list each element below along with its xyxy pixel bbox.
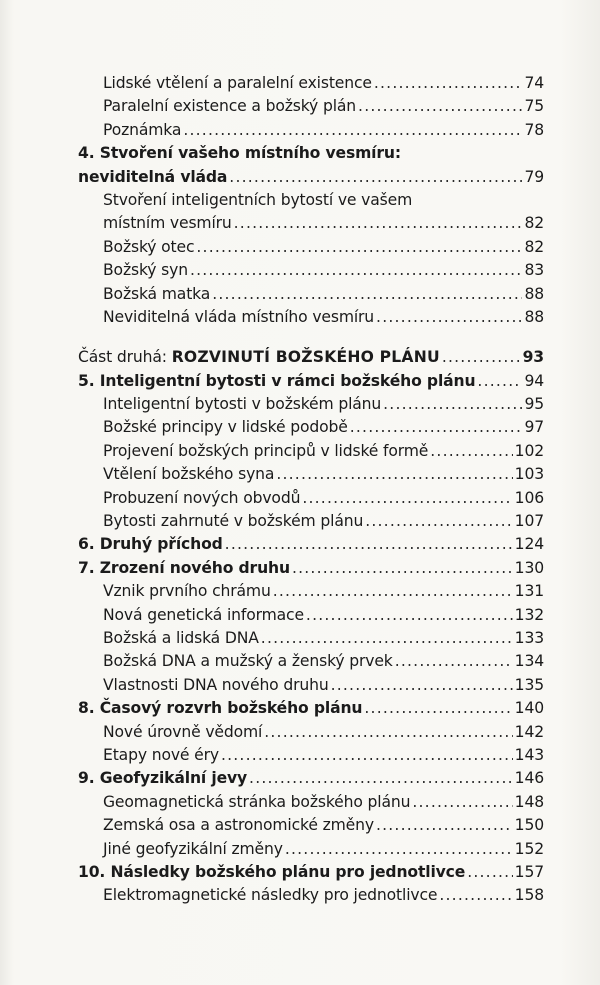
toc-entry: [78, 744, 544, 767]
toc-page-number: 97: [524, 418, 544, 437]
toc-page-number: 150: [514, 816, 544, 835]
toc-entry: [78, 791, 544, 814]
toc-entry: [78, 814, 544, 837]
toc-leader-dots: [383, 393, 522, 416]
toc-page-number: 75: [524, 97, 544, 116]
toc-entry-title: Vznik prvního chrámu: [103, 582, 271, 601]
toc-entry: [78, 580, 544, 603]
toc-page-number: 74: [524, 74, 544, 92]
toc-leader-dots: [358, 95, 522, 118]
toc-entry-title: Božská matka: [103, 284, 211, 303]
section-spacer: [78, 329, 544, 346]
toc-entry-title: Probuzení nových obvodů: [103, 488, 301, 507]
toc-leader-dots: [376, 814, 513, 837]
chapter-heading: [78, 166, 544, 189]
toc-leader-dots: [183, 119, 522, 142]
toc-page-number: 107: [514, 512, 544, 531]
toc-page-number: 146: [514, 769, 544, 788]
chapter-heading: [78, 370, 544, 393]
toc-entry: [78, 236, 544, 259]
toc-entry-title: Neviditelná vláda místního vesmíru: [103, 307, 375, 326]
chapter-heading-line: 4. Stvoření vašeho místního vesmíru:: [78, 144, 401, 163]
toc-entry-title: 10. Následky božského plánu pro jednotlivce: [78, 862, 466, 881]
toc-page-number: 124: [514, 535, 544, 554]
toc-entry: [78, 416, 544, 439]
toc-leader-dots: [412, 791, 512, 814]
toc-entry: [78, 604, 544, 627]
part-prefix: Část druhá:: [78, 348, 167, 367]
toc-page-number: 143: [514, 745, 544, 764]
toc-entry: [78, 674, 544, 697]
toc-entry-title: Etapy nové éry: [103, 745, 219, 764]
toc-entry-title: Božský otec: [103, 237, 195, 256]
toc-leader-dots: [350, 416, 523, 439]
toc-entry-line: Stvoření inteligentních bytostí ve vašem: [103, 190, 413, 209]
toc-page-number: 82: [524, 237, 544, 256]
toc-entry-title: Vlastnosti DNA nového druhu: [103, 675, 329, 694]
toc-leader-dots: [376, 306, 522, 329]
toc-entry-title: Božské principy v lidské podobě: [103, 418, 348, 437]
toc-leader-dots: [261, 627, 513, 650]
toc-leader-dots: [212, 283, 522, 306]
part-title: [78, 346, 440, 369]
toc-entry: [78, 306, 544, 329]
toc-leader-dots: [467, 861, 512, 884]
toc-entry-title: Inteligentní bytosti v božském plánu: [103, 395, 382, 414]
toc-entry: [78, 119, 544, 142]
toc-entry-title: Božský syn: [103, 261, 188, 280]
toc-leader-dots: [477, 370, 522, 393]
toc-entry-title: Lidské vtělení a paralelní existence: [103, 74, 372, 92]
toc-page-number: 148: [514, 792, 544, 811]
toc-entry-title: Nové úrovně vědomí: [103, 722, 263, 741]
toc-leader-dots: [276, 463, 512, 486]
toc-entry-title: Poznámka: [103, 120, 182, 139]
toc-entry-title: Vtělení božského syna: [103, 465, 275, 484]
toc-entry: [78, 650, 544, 673]
toc-entry-title: neviditelná vláda: [78, 167, 228, 186]
toc-page-number: 82: [524, 214, 544, 233]
toc-leader-dots: [430, 440, 512, 463]
toc-entry-title: Nová genetická informace: [103, 605, 304, 624]
toc-page-number: 79: [524, 167, 544, 186]
toc-entry-title: Paralelní existence a božský plán: [103, 97, 357, 116]
toc-page-number: 103: [514, 465, 544, 484]
toc-leader-dots: [234, 212, 523, 235]
toc-leader-dots: [374, 72, 523, 95]
toc-page-number: 88: [524, 284, 544, 303]
toc-leader-dots: [221, 744, 513, 767]
toc-entry-title: Geomagnetická stránka božského plánu: [103, 792, 411, 811]
part-heading: [78, 346, 544, 369]
toc-leader-dots: [196, 236, 522, 259]
toc-entry-title: Božská DNA a mužský a ženský prvek: [103, 652, 393, 671]
toc-leader-dots: [439, 884, 512, 907]
toc-entry: [78, 838, 544, 861]
part-name: ROZVINUTÍ BOŽSKÉHO PLÁNU: [171, 348, 440, 367]
toc-entry-title: Projevení božských principů v lidské formě: [103, 441, 429, 460]
toc-page-number: 95: [524, 395, 544, 414]
toc-entry: [78, 440, 544, 463]
chapter-heading: [78, 697, 544, 720]
toc-entry-title: Elektromagnetické následky pro jednotlivce: [103, 886, 438, 905]
toc-page-number: 158: [514, 886, 544, 905]
toc-leader-dots: [285, 838, 513, 861]
toc-leader-dots: [302, 487, 512, 510]
toc-leader-dots: [331, 674, 513, 697]
toc-entry: [78, 259, 544, 282]
toc-entry-title: Bytosti zahrnuté v božském plánu: [103, 512, 364, 531]
toc-page-number: 78: [524, 120, 544, 139]
toc-entry-title: 6. Druhý příchod: [78, 535, 223, 554]
toc-page-number: 102: [514, 441, 544, 460]
toc-entry-title: 8. Časový rozvrh božského plánu: [78, 699, 363, 718]
chapter-heading: [78, 861, 544, 884]
toc-leader-dots: [249, 767, 513, 790]
toc-leader-dots: [229, 166, 522, 189]
toc-entry: [78, 721, 544, 744]
toc-page-number: 134: [514, 652, 544, 671]
toc-entry-title: 5. Inteligentní bytosti v rámci božského plánu: [78, 371, 476, 390]
toc-entry-title: místním vesmíru: [103, 214, 232, 233]
toc-leader-dots: [364, 697, 512, 720]
toc-entry: [78, 510, 544, 533]
toc-entry: [78, 95, 544, 118]
toc-entry: [78, 283, 544, 306]
toc-entry: [78, 487, 544, 510]
toc-leader-dots: [273, 580, 513, 603]
toc-leader-dots: [395, 650, 513, 673]
toc-page-number: 133: [514, 628, 544, 647]
toc-entry: [78, 393, 544, 416]
toc-entry-title: Zemská osa a astronomické změny: [103, 816, 374, 835]
toc-leader-dots: [292, 557, 513, 580]
toc-page-number: 88: [524, 307, 544, 326]
table-of-contents: [78, 72, 544, 908]
toc-leader-dots: [442, 346, 521, 369]
toc-entry: [78, 463, 544, 486]
toc-page-number: 132: [514, 605, 544, 624]
toc-page-number: 157: [514, 862, 544, 881]
toc-entry: [78, 627, 544, 650]
toc-leader-dots: [306, 604, 513, 627]
toc-page-number: 140: [514, 699, 544, 718]
toc-leader-dots: [190, 259, 523, 282]
toc-page-number: 83: [524, 261, 544, 280]
toc-page-number: 142: [514, 722, 544, 741]
toc-leader-dots: [365, 510, 512, 533]
toc-leader-dots: [225, 533, 513, 556]
toc-page-number: 131: [514, 582, 544, 601]
toc-entry: [78, 884, 544, 907]
toc-entry-title: Jiné geofyzikální změny: [103, 839, 283, 858]
toc-page-number: 152: [514, 839, 544, 858]
toc-entry-title: 7. Zrození nového druhu: [78, 558, 290, 577]
toc-page-number: 106: [514, 488, 544, 507]
toc-entry: [78, 212, 544, 235]
toc-page-number: 94: [524, 371, 544, 390]
chapter-heading: [78, 533, 544, 556]
toc-leader-dots: [264, 721, 512, 744]
toc-page-number: 93: [522, 348, 544, 367]
chapter-heading: [78, 767, 544, 790]
toc-page-number: 130: [514, 558, 544, 577]
toc-entry: [78, 72, 544, 95]
toc-entry-title: Božská a lidská DNA: [103, 628, 259, 647]
toc-page-number: 135: [514, 675, 544, 694]
chapter-heading: [78, 557, 544, 580]
toc-entry-title: 9. Geofyzikální jevy: [78, 769, 248, 788]
